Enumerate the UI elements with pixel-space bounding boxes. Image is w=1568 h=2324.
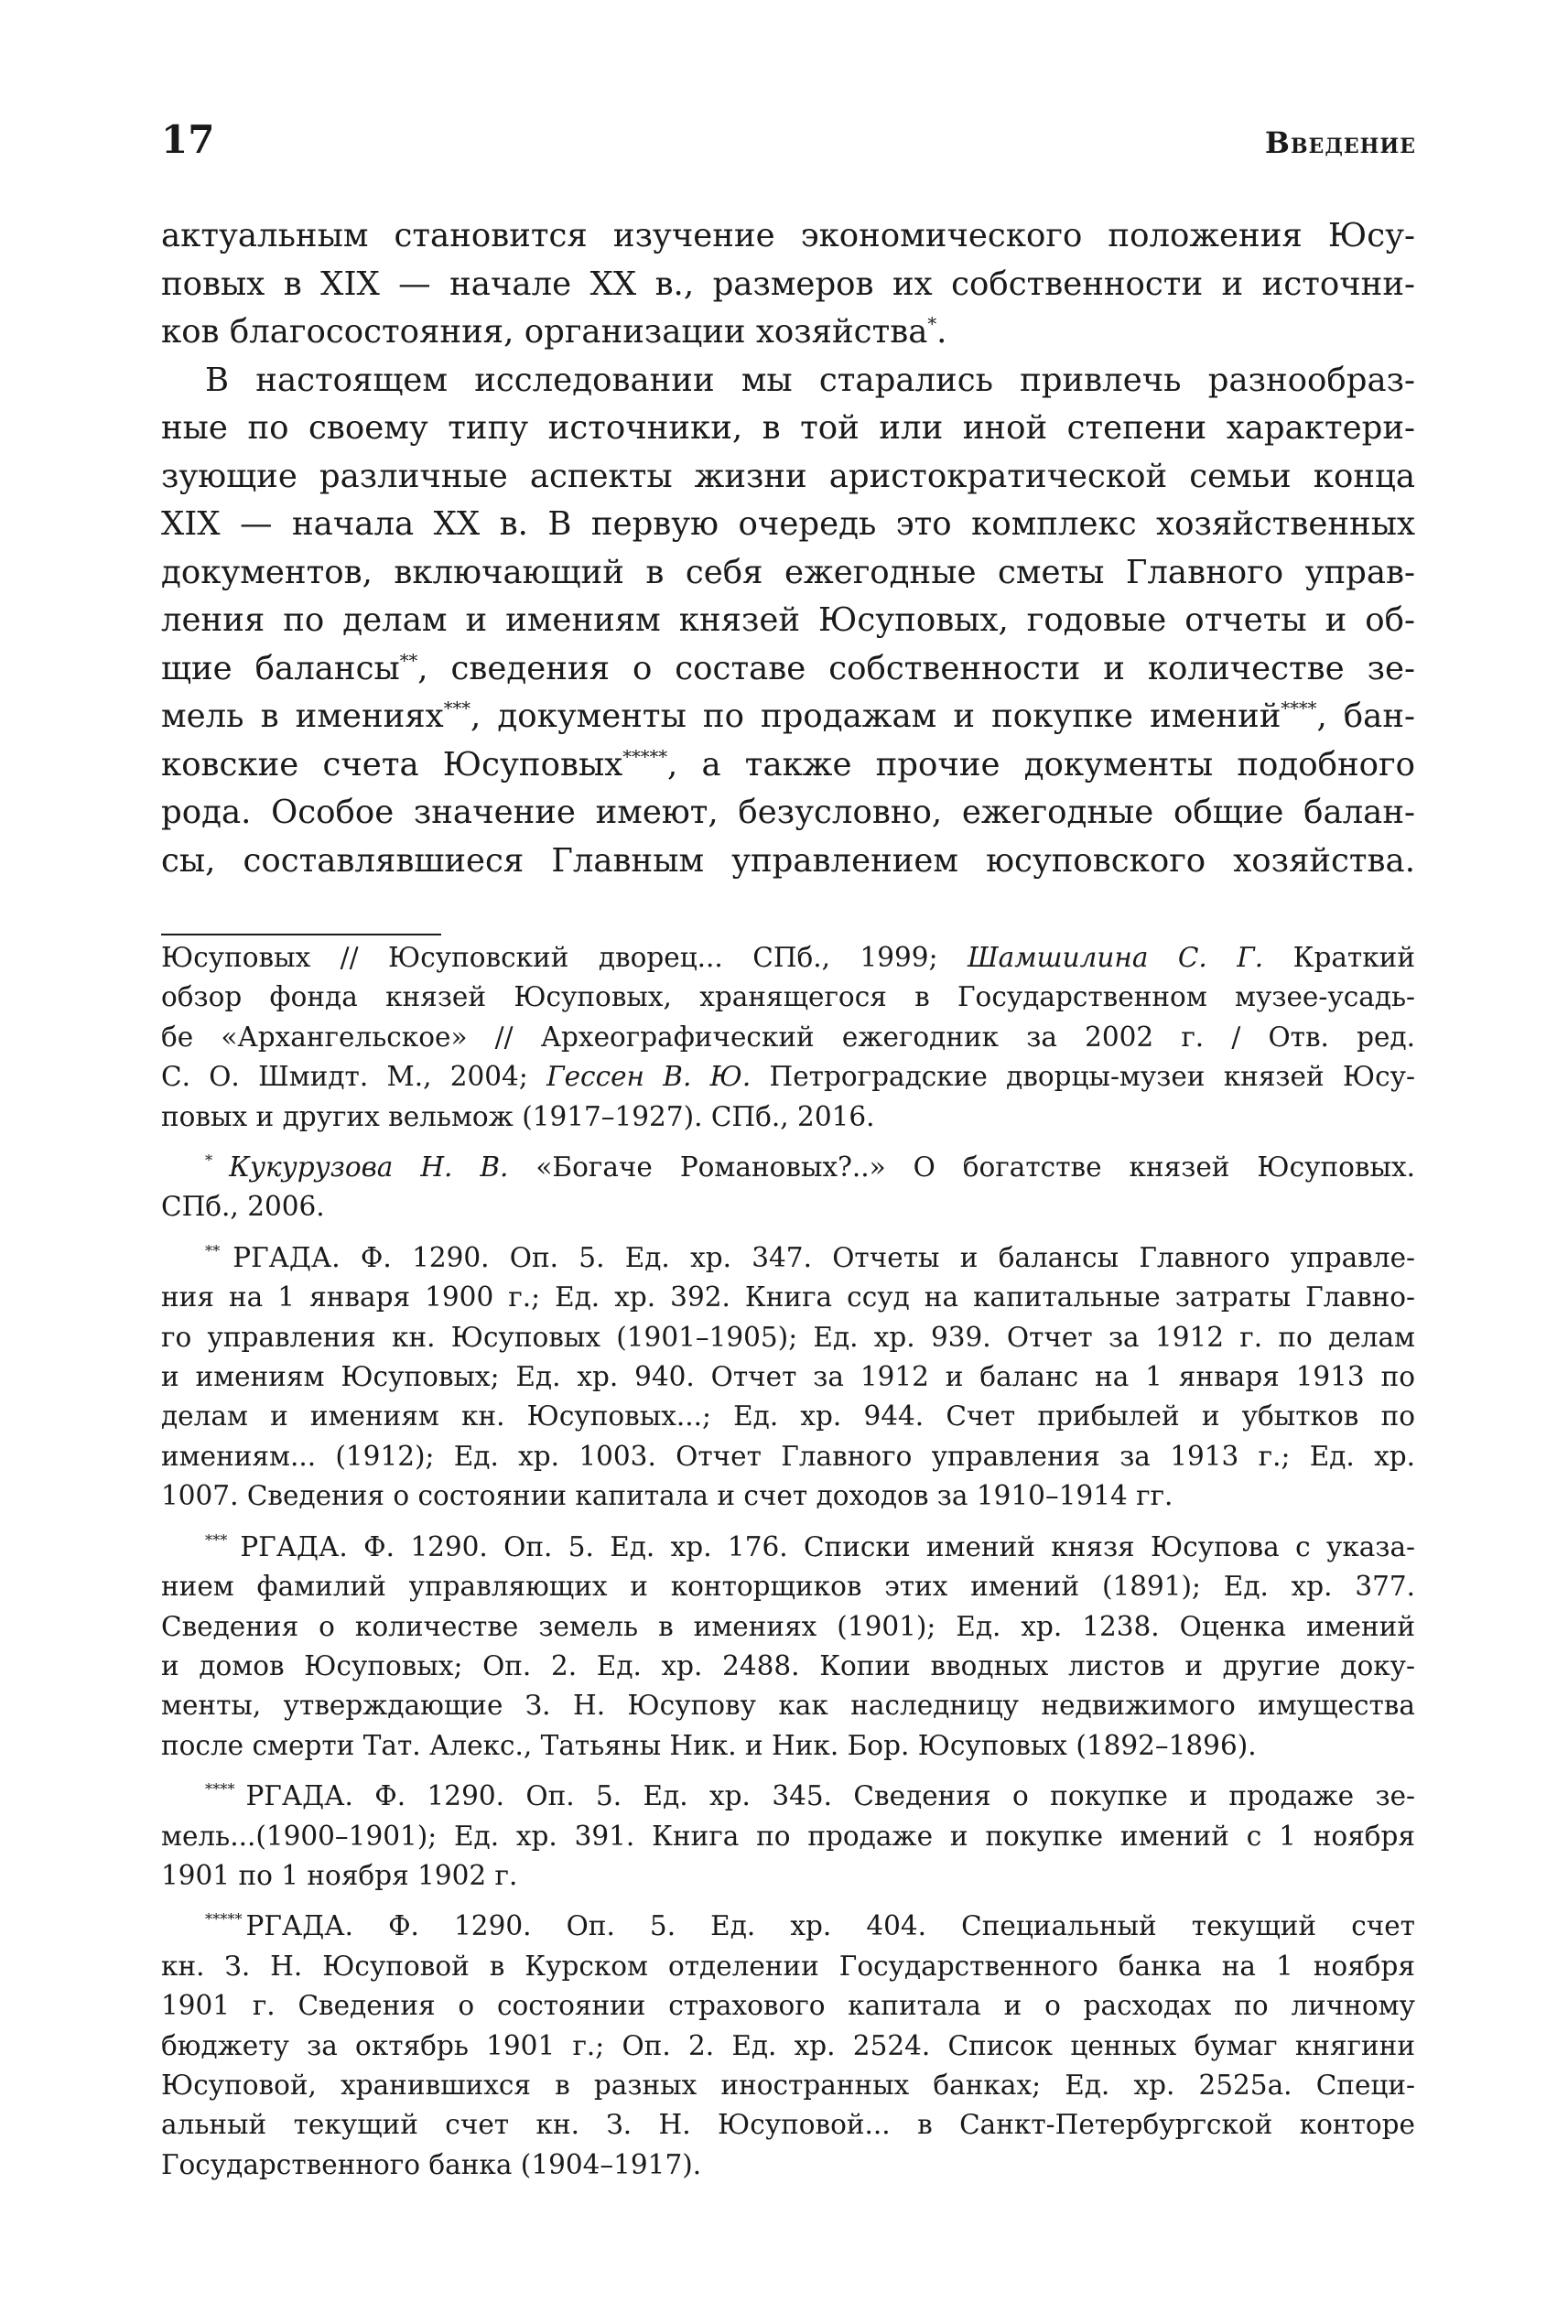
footnote-line: СПб., 2006. (161, 1191, 325, 1223)
footnote-line: имениям... (1912); Ед. хр. 1003. Отчет Главного управления за 1913 г.; Ед. хр. (161, 1440, 1415, 1472)
footnote-marker: ***** (622, 745, 668, 767)
footnote-line: Государственного банка (1904–1917). (161, 2148, 702, 2180)
text-segment: , документы по продажам и покупке имений (470, 697, 1281, 735)
footnote-line: Сведения о количестве земель в имениях (1901); Ед. хр. 1238. Оценка имений (161, 1610, 1415, 1642)
text-segment: «Богаче Романовых?..» О богатстве князей Юсуповых. (508, 1151, 1415, 1184)
footnote-line: го управления кн. Юсуповых (1901–1905); Ед. хр. 939. Отчет за 1912 г. по делам (161, 1321, 1415, 1353)
text-line: актуальным становится изучение экономического положения Юсу- (161, 217, 1415, 254)
footnote-line (161, 1238, 1415, 1278)
footnote-line: бюджету за октябрь 1901 г.; Оп. 2. Ед. хр. 2524. Список ценных бумаг княгини (161, 2029, 1415, 2061)
footnote-5 (161, 1907, 1415, 2185)
text-segment: Краткий (1263, 942, 1415, 973)
footnote-line: ния на 1 января 1900 г.; Ед. хр. 392. Книга ссуд на капитальные затраты Главно- (161, 1281, 1415, 1313)
footnote-line: 1901 г. Сведения о состоянии страхового капитала и о расходах по личному (161, 1990, 1415, 2022)
footnote-marker: **** (205, 1779, 235, 1798)
footnote-marker: *** (443, 697, 470, 719)
footnote-marker: ** (399, 649, 418, 671)
running-head: Введение (1264, 125, 1416, 160)
footnote-line: делам и имениям кн. Юсуповых...; Ед. хр. 944. Счет прибылей и убытков по (161, 1400, 1415, 1432)
footnote-3 (161, 1528, 1415, 1766)
footnotes (161, 938, 1415, 2185)
footnote-line: мель...(1900–1901); Ед. хр. 391. Книга по продаже и покупке имений с 1 ноября (161, 1820, 1415, 1852)
text-segment: ковские счета Юсуповых (161, 745, 623, 784)
text-line: документов, включающий в себя ежегодные сметы Главного управ- (161, 553, 1415, 591)
text-line: В настоящем исследовании мы старались привлечь разнообраз- (205, 361, 1415, 399)
text-segment: , а также прочие документы подобного (667, 745, 1415, 784)
footnote-line (161, 1057, 1415, 1097)
footnote-marker: * (927, 313, 937, 335)
footnote-marker: ** (205, 1241, 221, 1259)
text-line (161, 741, 1415, 790)
text-line: сы, составлявшиеся Главным управлением юсуповского хозяйства. (161, 841, 1415, 880)
footnote-line: Юсуповой, хранившихся в разных иностранных банках; Ед. хр. 2525а. Специ- (161, 2069, 1415, 2101)
text-segment: щие балансы (161, 649, 400, 687)
footnote-1 (161, 1148, 1415, 1227)
author-name: Шамшилина С. Г. (967, 942, 1264, 973)
text-segment: , сведения о составе собственности и количестве зе- (417, 649, 1415, 687)
text-line: ления по делам и имениям князей Юсуповых, годовые отчеты и об- (161, 601, 1415, 639)
footnote-line (161, 1528, 1415, 1567)
text-line (161, 645, 1415, 694)
paragraph (161, 357, 1415, 886)
footnote-line: альный текущий счет кн. З. Н. Юсуповой... в Санкт-Петербургской конторе (161, 2109, 1415, 2141)
text-line: зующие различные аспекты жизни аристократической семьи конца (161, 457, 1415, 495)
text-segment: ков благосостояния, организации хозяйства (161, 313, 928, 351)
footnote-marker: * (205, 1151, 213, 1169)
footnote-line (161, 1777, 1415, 1816)
text-line (161, 693, 1415, 741)
page-number: 17 (161, 117, 215, 162)
text-line: XIX — начала XX в. В первую очередь это комплекс хозяйственных (161, 505, 1415, 543)
text-line: повых в XIX — начале XX в., размеров их собственности и источни- (161, 265, 1415, 303)
page-header (161, 117, 1416, 172)
footnote-line (161, 1148, 1415, 1187)
author-name: Кукурузова Н. В. (229, 1151, 509, 1184)
text-line (161, 308, 1415, 357)
text-line: рода. Особое значение имеют, безусловно, ежегодные общие балан- (161, 794, 1415, 831)
text-line: ные по своему типу источники, в той или иной степени характери- (161, 409, 1415, 447)
footnote-line (161, 938, 1415, 978)
footnote-line: бе «Архангельское» // Археографический ежегодник за 2002 г. / Отв. ред. (161, 1021, 1415, 1053)
footnote-line: и домов Юсуповых; Оп. 2. Ед. хр. 2488. Копии вводных листов и другие доку- (161, 1649, 1415, 1681)
footnote-line: 1901 по 1 ноября 1902 г. (161, 1859, 518, 1891)
footnote-line (161, 1907, 1415, 1946)
footnote-line: обзор фонда князей Юсуповых, хранящегося в Государственном музее-усадь- (161, 981, 1415, 1013)
text-segment: . (936, 313, 947, 351)
footnote-continuation (161, 938, 1415, 1137)
footnote-line: повых и других вельмож (1917–1927). СПб., 2016. (161, 1100, 875, 1132)
footnote-line: после смерти Тат. Алекс., Татьяны Ник. и Ник. Бор. Юсуповых (1892–1896). (161, 1729, 1257, 1761)
paragraph (161, 212, 1415, 357)
footnote-line: кн. З. Н. Юсуповой в Курском отделении Государственного банка на 1 ноября (161, 1950, 1415, 1982)
footnote-4 (161, 1777, 1415, 1896)
text-segment: С. О. Шмидт. М., 2004; (161, 1061, 547, 1093)
text-segment: , бан- (1316, 697, 1416, 735)
text-segment: РГАДА. Ф. 1290. Оп. 5. Ед. хр. 404. Специальный текущий счет (245, 1910, 1415, 1942)
footnote-line: менты, утверждающие З. Н. Юсупову как наследницу недвижимого имущества (161, 1690, 1415, 1722)
footnote-marker: **** (1281, 697, 1317, 719)
text-segment: Петроградские дворцы-музеи князей Юсу- (751, 1061, 1415, 1093)
footnote-2 (161, 1238, 1415, 1517)
footnote-line: нием фамилий управляющих и конторщиков этих имений (1891); Ед. хр. 377. (161, 1571, 1415, 1603)
text-segment: мель в имениях (161, 697, 444, 735)
text-segment: РГАДА. Ф. 1290. Оп. 5. Ед. хр. 345. Сведения о покупке и продаже зе- (245, 1780, 1415, 1812)
footnote-line: и имениям Юсуповых; Ед. хр. 940. Отчет за 1912 и баланс на 1 января 1913 по (161, 1361, 1415, 1393)
main-text (161, 212, 1415, 885)
footnote-marker: ***** (205, 1910, 243, 1929)
text-segment: РГАДА. Ф. 1290. Оп. 5. Ед. хр. 176. Списки имений князя Юсупова с указа- (240, 1530, 1415, 1562)
text-segment: РГАДА. Ф. 1290. Оп. 5. Ед. хр. 347. Отчеты и балансы Главного управле- (232, 1241, 1415, 1273)
footnote-marker: *** (205, 1530, 228, 1549)
author-name: Гессен В. Ю. (546, 1061, 752, 1093)
text-segment: Юсуповых // Юсуповский дворец... СПб., 1999; (161, 942, 968, 973)
footnote-line: 1007. Сведения о состоянии капитала и счет доходов за 1910–1914 гг. (161, 1480, 1173, 1512)
footnote-separator (161, 934, 441, 935)
